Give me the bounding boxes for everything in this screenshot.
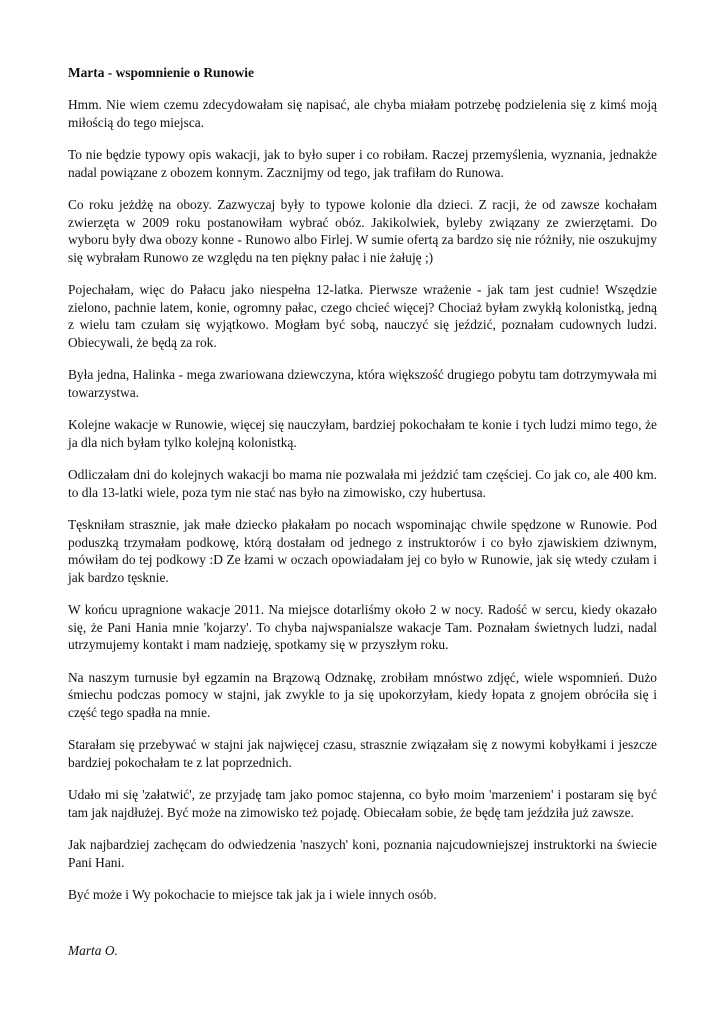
paragraph: Tęskniłam strasznie, jak małe dziecko płakałam po nocach wspominając chwile spędzone w Runowie. Pod poduszką trzymałam podkowę, którą dostałam od jednego z instruktorów i co było zjawiskiem dziwnym, mówiłam do tej podkowy :D Ze łzami w oczach opowiadałam jej co było w Runowie, jak się wtedy czułam i jak bardzo tęsknie. [68,517,657,585]
document-page [68,64,657,959]
paragraph: Udało mi się 'załatwić', ze przyjadę tam jako pomoc stajenna, co było moim 'marzeniem' i postaram się być tam jak najdłużej. Być może na zimowisko też pojadę. Obiecałam sobie, że będę tam jeździła już zawsze. [68,787,657,820]
paragraph: W końcu upragnione wakacje 2011. Na miejsce dotarliśmy około 2 w nocy. Radość w sercu, kiedy okazało się, że Pani Hania mnie 'kojarzy'. To chyba najwspanialsze wakacje Tam. Poznałam świetnych ludzi, nadal utrzymujemy kontakt i mam nadzieję, spotkamy się w przyszłym roku. [68,602,657,652]
paragraph: Jak najbardziej zachęcam do odwiedzenia 'naszych' koni, poznania najcudowniejszej instruktorki na świecie Pani Hani. [68,837,657,870]
paragraph: Na naszym turnusie był egzamin na Brązową Odznakę, zrobiłam mnóstwo zdjęć, wiele wspomnień. Dużo śmiechu podczas pomocy w stajni, jak zwykle to ja się upokorzyłam, kiedy łopata z gnojem obróciła się i część tego spadła na mnie. [68,669,657,720]
paragraph: Była jedna, Halinka - mega zwariowana dziewczyna, która większość drugiego pobytu tam dotrzymywała mi towarzystwa. [68,367,657,400]
signature: Marta O. [68,942,118,958]
paragraph: Hmm. Nie wiem czemu zdecydowałam się napisać, ale chyba miałam potrzebę podzielenia się z kimś moją miłością do tego miejsca. [68,97,657,130]
paragraph: Odliczałam dni do kolejnych wakacji bo mama nie pozwalała mi jeździć tam częściej. Co jak co, ale 400 km. to dla 13-latki wiele, poza tym nie stać nas było na zimowisko, czy hubertusa. [68,467,657,500]
document-title: Marta - wspomnienie o Runowie [68,65,254,80]
paragraph: Starałam się przebywać w stajni jak najwięcej czasu, strasznie związałam się z nowymi kobyłkami i jeszcze bardziej pokochałam te z lat poprzednich. [68,737,657,770]
paragraph: Pojechałam, więc do Pałacu jako niespełna 12-latka. Pierwsze wrażenie - jak tam jest cudnie! Wszędzie zielono, pachnie latem, konie, ogromny pałac, czego chcieć więcej? Chociaż byłam zwykłą kolonistką, jedną z wielu tam czułam się wyjątkowo. Mogłam być sobą, nauczyć się jeździć, poznałam cudownych ludzi. Obiecywali, że będą za rok. [68,282,657,350]
paragraph: To nie będzie typowy opis wakacji, jak to było super i co robiłam. Raczej przemyślenia, wyznania, jednakże nadal powiązane z obozem konnym. Zacznijmy od tego, jak trafiłam do Runowa. [68,147,657,180]
paragraph: Być może i Wy pokochacie to miejsce tak jak ja i wiele innych osób. [68,887,437,902]
paragraph: Kolejne wakacje w Runowie, więcej się nauczyłam, bardziej pokochałam te konie i tych ludzi mimo tego, że ja dla nich byłam tylko kolejną kolonistką. [68,417,657,450]
paragraph: Co roku jeżdżę na obozy. Zazwyczaj były to typowe kolonie dla dzieci. Z racji, że od zawsze kochałam zwierzęta w 2009 roku postanowiłam wybrać obóz. Jakikolwiek, byleby związany ze zwierzętami. Do wyboru były dwa obozy konne - Runowo albo Firlej. W sumie ofertą za bardzo się nie różniły, nie oszukujmy się wybrałam Runowo ze względu na ten piękny pałac i nie żałuję ;) [68,197,657,265]
